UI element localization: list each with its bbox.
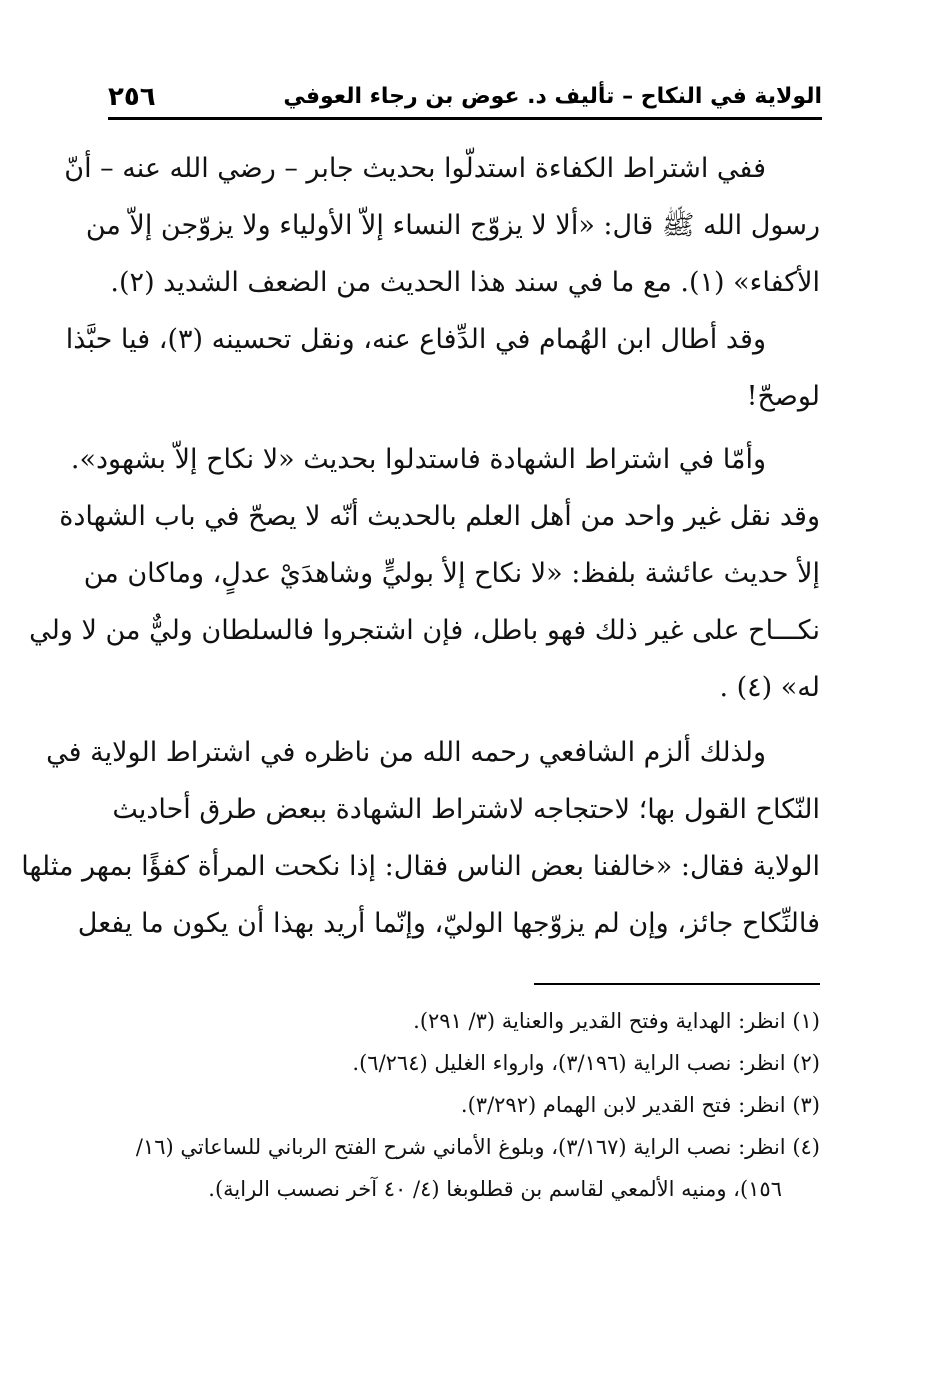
footnote-2: (٢) انظر: نصب الراية (٣/١٩٦)، وارواء الغليل (٦/٢٦٤). bbox=[352, 1051, 820, 1075]
text-line: النّكاح القول بها؛ لاحتجاجه لاشتراط الشهادة ببعض طرق أحاديث bbox=[112, 794, 820, 825]
footnote-1: (١) انظر: الهداية وفتح القدير والعناية (٣/ ٢٩١). bbox=[413, 1009, 820, 1033]
text-line: الأكفاء» (١). مع ما في سند هذا الحديث من الضعف الشديد (٢). bbox=[110, 267, 820, 298]
text-line: الولاية فقال: «خالفنا بعض الناس فقال: إذا نكحت المرأة كفؤًا بمهر مثلها bbox=[21, 851, 820, 882]
footnote-separator bbox=[534, 983, 820, 985]
text-line: نكـــاح على غير ذلك فهو باطل، فإن اشتجروا فالسلطان وليٌّ من لا ولي bbox=[29, 615, 820, 646]
footnote-4-continued: ١٥٦)، ومنيه الألمعي لقاسم بن قطلوبغا (٤/ ٤٠ آخر نصسب الراية). bbox=[208, 1177, 782, 1201]
paragraph-kafaa bbox=[64, 140, 820, 425]
text-line: ولذلك ألزم الشافعي رحمه الله من ناظره في اشتراط الولاية في bbox=[46, 737, 766, 768]
paragraph-gap bbox=[104, 716, 820, 724]
text-line: وقد نقل غير واحد من أهل العلم بالحديث أنّه لا يصحّ في باب الشهادة bbox=[59, 501, 820, 532]
page-header bbox=[108, 78, 822, 120]
main-text bbox=[21, 140, 820, 952]
text-line: فالنِّكاح جائز، وإن لم يزوّجها الوليّ، وإنّما أريد بهذا أن يكون ما يفعل bbox=[77, 908, 820, 939]
text-line: وأمّا في اشتراط الشهادة فاستدلوا بحديث «لا نكاح إلاّ بشهود». bbox=[70, 444, 766, 475]
text-line: ففي اشتراط الكفاءة استدلّوا بحديث جابر – رضي الله عنه – أنّ bbox=[64, 153, 766, 184]
text-line: له» (٤) . bbox=[719, 672, 820, 703]
text-line: وقد أطال ابن الهُمام في الدِّفاع عنه، ونقل تحسينه (٣)، فيا حبَّذا bbox=[65, 324, 766, 355]
page-number: ٢٥٦ bbox=[108, 82, 156, 112]
paragraph-shafii bbox=[21, 724, 820, 952]
footnotes bbox=[104, 1000, 820, 1210]
header-rule bbox=[108, 117, 822, 120]
text-line: إلأ حديث عائشة بلفظ: «لا نكاح إلأ بوليٍّ وشاهدَيْ عدلٍ، وماكان من bbox=[83, 558, 820, 589]
footnote-3: (٣) انظر: فتح القدير لابن الهمام (٣/٢٩٢). bbox=[460, 1093, 820, 1117]
text-line: رسول الله ﷺ قال: «ألا لا يزوّج النساء إلاّ الأولياء ولا يزوّجن إلاّ من bbox=[85, 210, 820, 241]
footnote-4: (٤) انظر: نصب الراية (٣/١٦٧)، وبلوغ الأماني شرح الفتح الرباني للساعاتي (١٦/ bbox=[135, 1135, 820, 1159]
running-title: الولاية في النكاح – تأليف د. عوض بن رجاء العوفي bbox=[283, 84, 822, 109]
text-line: لوصحّ! bbox=[746, 381, 820, 412]
paragraph-shahada bbox=[29, 431, 820, 716]
